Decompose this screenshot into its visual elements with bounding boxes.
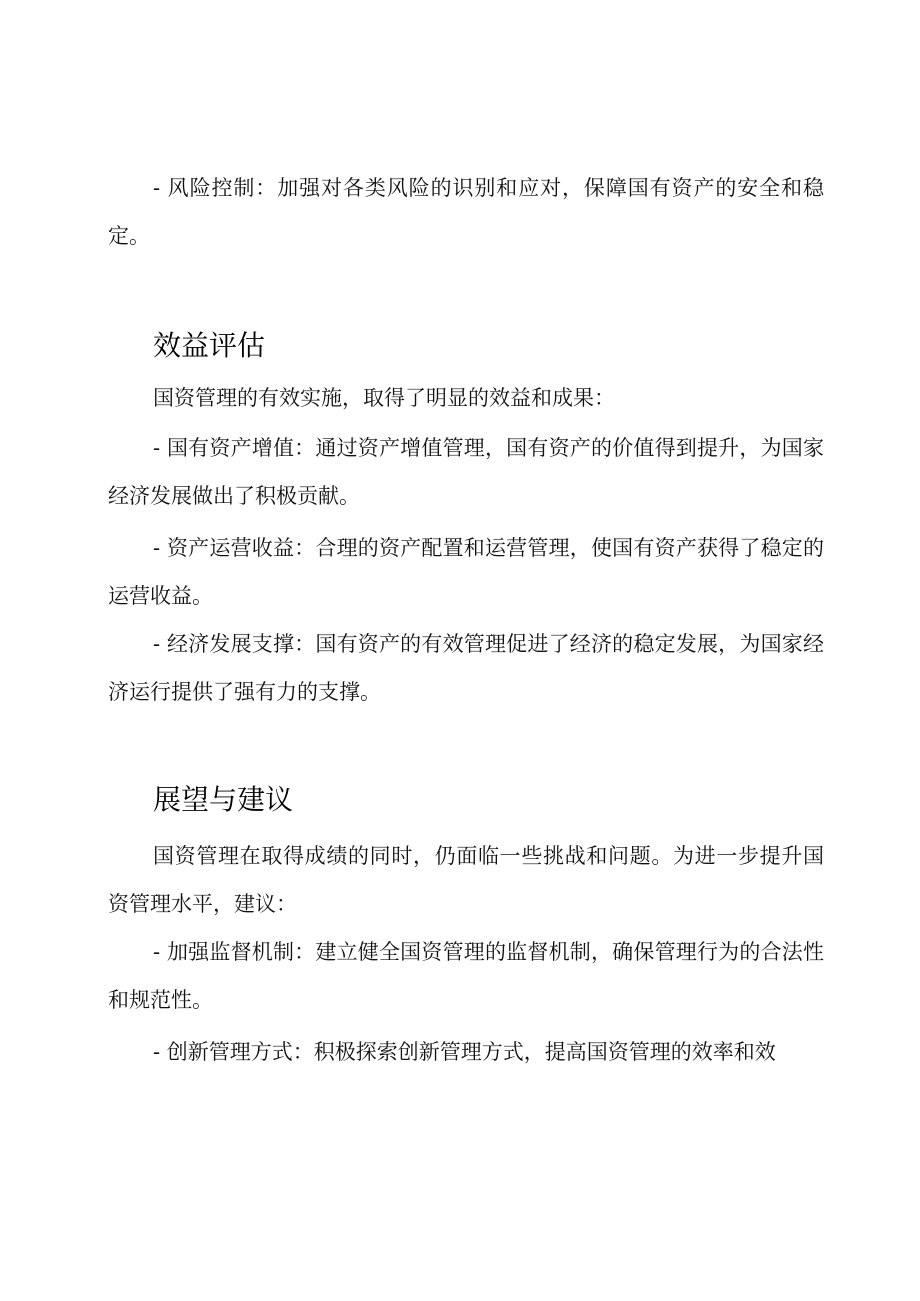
risk-control-item: - 风险控制：加强对各类风险的识别和应对，保障国有资产的安全和稳定。 [108, 176, 824, 248]
management-innovation-item: - 创新管理方式：积极探索创新管理方式，提高国资管理的效率和效 [153, 1040, 776, 1064]
operating-income-item: - 资产运营收益：合理的资产配置和运营管理，使国有资产获得了稳定的运营收益。 [108, 536, 824, 608]
supervision-mechanism-item: - 加强监督机制：建立健全国资管理的监督机制，确保管理行为的合法性和规范性。 [108, 940, 824, 1012]
economic-support-item: - 经济发展支撑：国有资产的有效管理促进了经济的稳定发展，为国家经济运行提供了强有力的支撑。 [108, 632, 824, 704]
benefit-evaluation-intro: 国资管理的有效实施，取得了明显的效益和成果： [153, 386, 615, 410]
asset-appreciation-item: - 国有资产增值：通过资产增值管理，国有资产的价值得到提升，为国家经济发展做出了积极贡献。 [108, 436, 824, 508]
outlook-suggestions-intro: 国资管理在取得成绩的同时，仍面临一些挑战和问题。为进一步提升国资管理水平，建议： [108, 844, 824, 916]
benefit-evaluation-heading: 效益评估 [153, 329, 266, 362]
outlook-suggestions-heading: 展望与建议 [153, 783, 294, 816]
